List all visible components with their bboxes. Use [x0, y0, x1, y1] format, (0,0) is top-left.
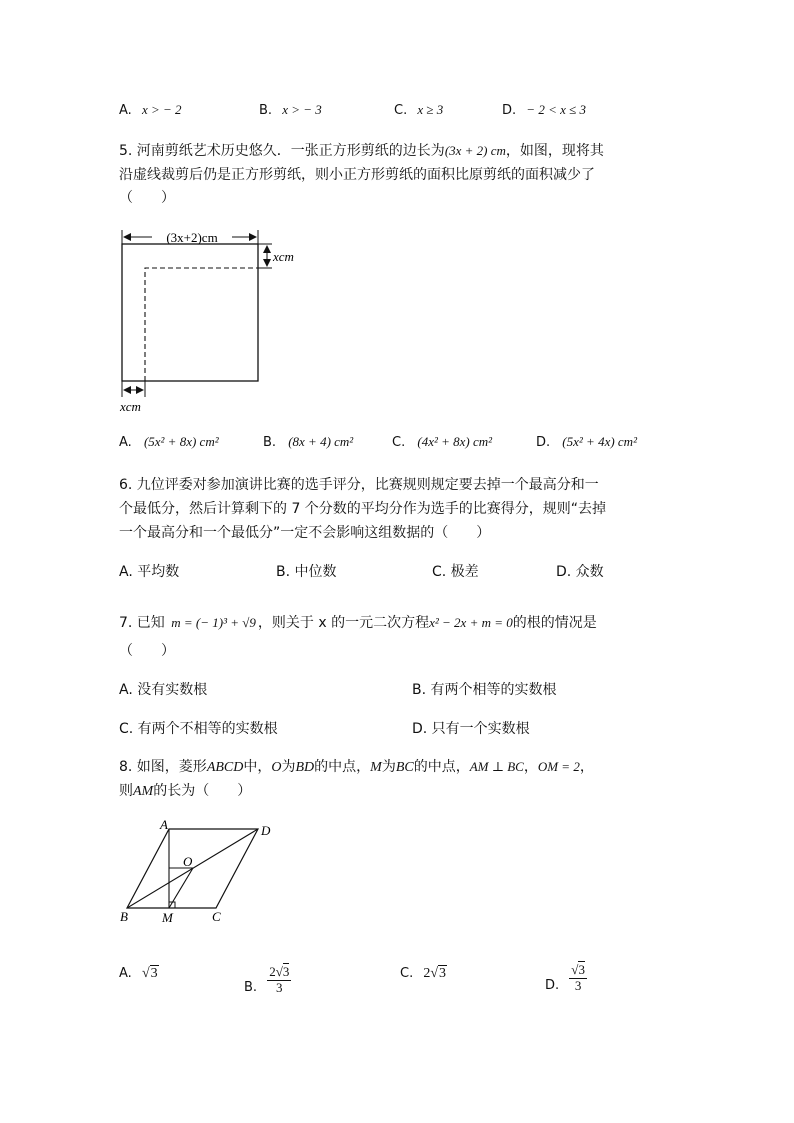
label-c: C — [212, 909, 221, 924]
q8-line-2 — [119, 780, 251, 800]
q8-abcd: ABCD — [206, 760, 244, 775]
option-expr: − 2 < x ≤ 3 — [526, 102, 586, 117]
q5-line-1 — [119, 140, 604, 160]
sqrt-expr: √3 — [141, 966, 158, 981]
num-radicand: 3 — [578, 962, 585, 978]
fraction-expr — [569, 963, 587, 993]
label-o: O — [183, 854, 193, 869]
sqrt-radicand: 3 — [439, 966, 447, 981]
q8-text: 的中点， — [413, 759, 470, 775]
option-expr: x > − 2 — [141, 102, 182, 117]
q8-option-c — [400, 966, 447, 982]
option-expr: (4x² + 8x) cm² — [417, 434, 493, 449]
q5-text: 5. 河南剪纸艺术历史悠久．一张正方形剪纸的边长为 — [119, 143, 445, 159]
option-expr: (5x² + 4x) cm² — [562, 434, 637, 449]
fraction-numerator: 2√3 — [269, 964, 290, 980]
q8-text: 的长为（ ） — [153, 783, 252, 799]
option-label: B. — [259, 103, 273, 118]
q8-option-d — [545, 956, 587, 993]
q6-line-2: 个最低分，然后计算剩下的 7 个分数的平均分作为选手的比赛得分，规则“去掉 — [119, 501, 607, 517]
q8-bd: BD — [295, 760, 315, 775]
q8-option-b — [244, 958, 291, 995]
fraction-denominator: 3 — [574, 977, 582, 993]
q8-rhombus-figure — [110, 815, 290, 930]
q8-text: 则 — [119, 783, 133, 799]
q5-option-c — [392, 434, 492, 450]
q8-o: O — [271, 760, 282, 775]
option-label: B. — [263, 435, 277, 450]
label-m: M — [162, 910, 173, 925]
q4-option-c — [394, 102, 443, 118]
q7-text: 的根的情况是 — [512, 615, 597, 631]
q8-text: 的中点， — [314, 759, 371, 775]
q4-option-a — [119, 102, 182, 118]
q7-text: ，则关于 x 的一元二次方程 — [257, 615, 430, 631]
label-a: A — [160, 817, 168, 832]
q8-cond2: OM = 2 — [537, 759, 580, 774]
q7-given: m = (− 1)³ + √9 — [171, 615, 256, 630]
q5-option-d — [536, 434, 637, 450]
q8-text: ， — [579, 759, 594, 775]
q7-option-a: A. 没有实数根 — [119, 682, 208, 698]
q8-text: ， — [523, 759, 538, 775]
q5-option-b — [263, 434, 353, 450]
q7-equation: x² − 2x + m = 0 — [429, 615, 513, 630]
q8-text: 为 — [281, 759, 296, 775]
label-b: B — [120, 909, 128, 924]
q8-am: AM — [133, 784, 154, 799]
q7-text: 7. 已知 — [119, 615, 165, 631]
option-label: A. — [119, 435, 132, 450]
num-coef: 2 — [269, 964, 276, 980]
option-expr: (5x² + 8x) cm² — [143, 434, 219, 449]
cut-line — [145, 268, 258, 381]
q6-option-a: A. 平均数 — [119, 564, 180, 580]
option-label: C. — [394, 103, 408, 118]
q7-option-d: D. 只有一个实数根 — [412, 721, 530, 737]
q5-option-a — [119, 434, 219, 450]
q6-line-1: 6. 九位评委对参加演讲比赛的选手评分，比赛规则规定要去掉一个最高分和一 — [119, 477, 599, 493]
q8-text: 为 — [381, 759, 396, 775]
option-label: B. — [244, 980, 258, 995]
option-expr: x > − 3 — [282, 102, 322, 117]
q4-option-d — [502, 102, 586, 118]
top-dim-label: (3x+2)cm — [166, 230, 218, 245]
fraction-expr — [267, 965, 291, 995]
q8-option-a — [119, 966, 159, 982]
outer-square — [122, 244, 258, 381]
q8-line-1 — [119, 756, 594, 776]
fraction-denominator: 3 — [276, 979, 283, 995]
q8-text: 8. 如图，菱形 — [119, 759, 207, 775]
option-label: A. — [119, 966, 132, 981]
q4-option-b — [259, 102, 322, 118]
sqrt-radicand: 3 — [150, 966, 158, 981]
q7-line-1 — [119, 612, 597, 632]
num-radicand: 3 — [282, 964, 290, 980]
q7-option-c: C. 有两个不相等的实数根 — [119, 721, 278, 737]
bottom-dim-label: xcm — [120, 399, 141, 414]
fraction-numerator: √3 — [571, 962, 585, 978]
option-label: D. — [536, 435, 551, 450]
sqrt-coef: 2 — [423, 966, 431, 981]
option-label: D. — [502, 103, 517, 118]
q5-side-expr: (3x + 2) cm — [444, 143, 506, 158]
q7-option-b: B. 有两个相等的实数根 — [412, 682, 557, 698]
option-label: A. — [119, 103, 132, 118]
q6-line-3: 一个最高分和一个最低分”一定不会影响这组数据的（ ） — [119, 525, 491, 541]
q6-option-c: C. 极差 — [432, 564, 479, 580]
q6-option-b: B. 中位数 — [276, 564, 337, 580]
q8-m: M — [370, 760, 382, 775]
sqrt-expr: 2√3 — [423, 966, 447, 981]
option-label: D. — [545, 978, 560, 993]
right-dim-label: xcm — [273, 249, 294, 264]
q8-text: 中， — [243, 759, 272, 775]
q8-cond1: AM ⊥ BC — [469, 759, 524, 774]
option-expr: (8x + 4) cm² — [288, 434, 354, 449]
q5-text: ，如图，现将其 — [505, 143, 604, 159]
option-label: C. — [400, 966, 414, 981]
q6-option-d: D. 众数 — [556, 564, 604, 580]
q8-bc: BC — [395, 760, 414, 775]
q5-square-figure — [110, 222, 320, 417]
q7-paren: （ ） — [119, 643, 175, 659]
option-expr: x ≥ 3 — [417, 102, 444, 117]
q5-line-2: 沿虚线裁剪后仍是正方形剪纸，则小正方形剪纸的面积比原剪纸的面积减少了 — [119, 167, 595, 183]
label-d: D — [261, 823, 271, 838]
option-label: C. — [392, 435, 406, 450]
q5-paren: （ ） — [119, 190, 175, 206]
